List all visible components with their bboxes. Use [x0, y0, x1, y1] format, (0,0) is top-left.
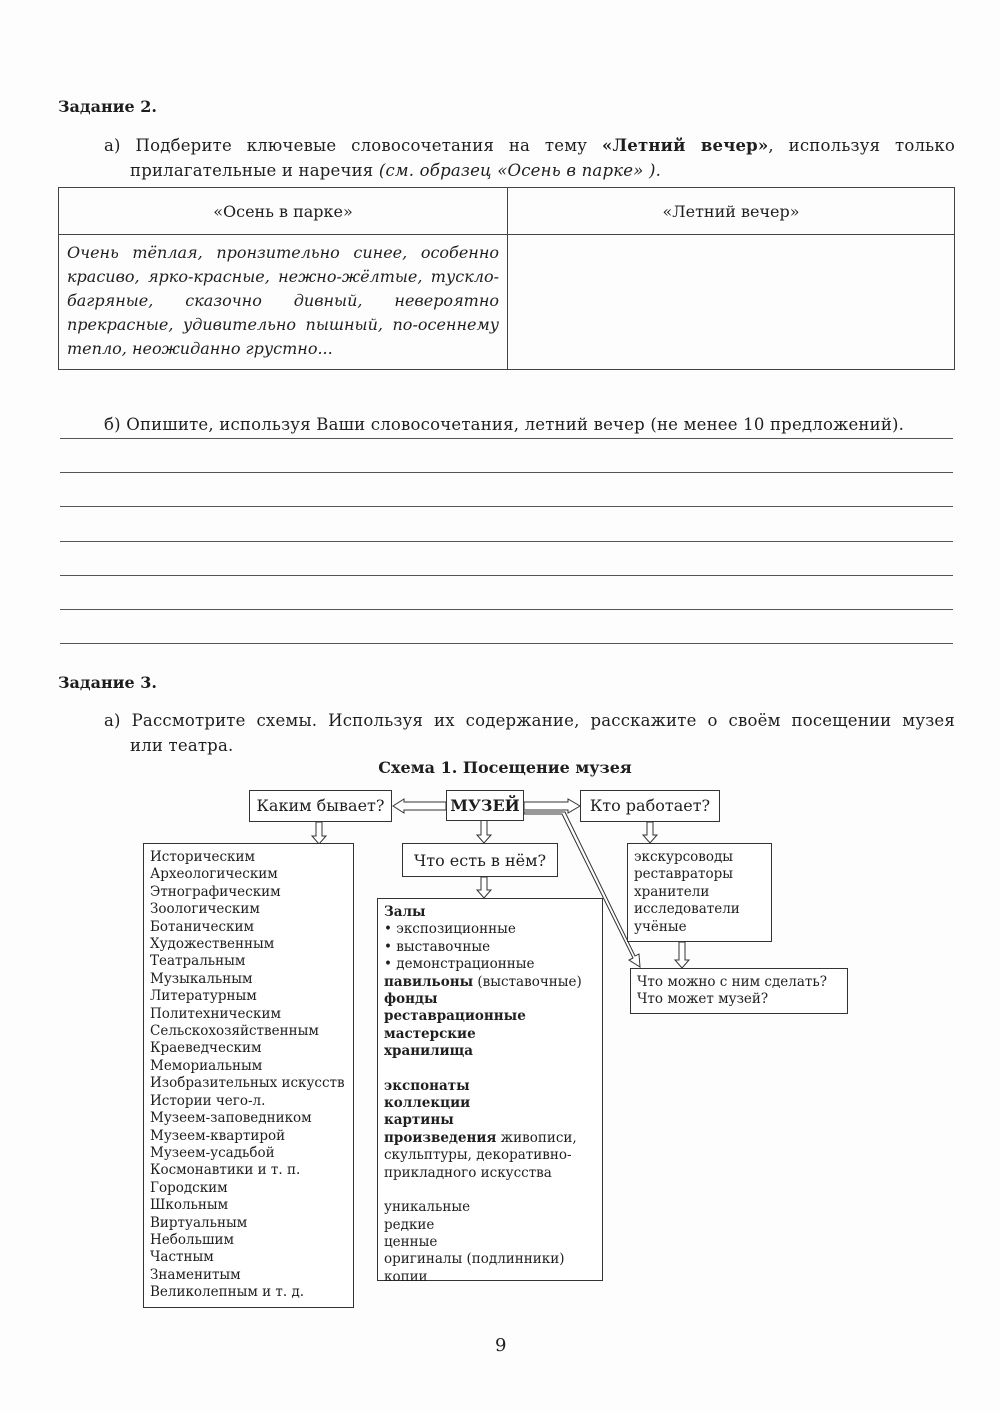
arrow-down-contents: [477, 877, 491, 898]
item-letter: а): [104, 136, 121, 155]
theme: «Летний вечер»: [601, 136, 769, 155]
arrow-left: [393, 799, 446, 813]
worker: исследователи: [634, 901, 740, 918]
scheme-title: Схема 1. Посещение музея: [378, 758, 632, 777]
text: , используя только: [768, 136, 955, 155]
quality: ценные: [384, 1233, 438, 1250]
quality: редкие: [384, 1216, 435, 1233]
question: Что может музей?: [637, 991, 769, 1008]
exhibits: экспонаты: [384, 1077, 470, 1094]
funds: фонды: [384, 991, 438, 1008]
museum-kind: Краеведческим: [150, 1040, 262, 1057]
box-museum: МУЗЕЙ: [446, 790, 524, 821]
works: [384, 1130, 596, 1147]
museum-kind: Музеем-усадьбой: [150, 1144, 275, 1161]
museum-kind: Великолепным и т. д.: [150, 1284, 305, 1301]
museum-kind: Школьным: [150, 1197, 229, 1214]
museum-kind: Изобразительных искусств: [150, 1075, 345, 1092]
quality: копии: [384, 1268, 428, 1285]
header-summer: «Летний вечер»: [508, 188, 955, 235]
qualities: [384, 1199, 596, 1286]
box-what-inside: Что есть в нём?: [402, 843, 558, 877]
task3-a-line1: а) Рассмотрите схемы. Используя их содержание, расскажите о своём посещении музея: [104, 711, 955, 730]
text: прилагательные и наречия: [130, 161, 379, 180]
collections: коллекции: [384, 1095, 471, 1112]
museum-kind: Знаменитым: [150, 1266, 241, 1283]
text: павильоны: [384, 973, 474, 990]
worker: хранители: [634, 883, 710, 900]
task3-title: Задание 3.: [58, 673, 157, 692]
museum-kind: Зоологическим: [150, 901, 260, 918]
text: Подберите ключевые словосочетания на тему: [135, 136, 602, 155]
museum-kind: Музеем-заповедником: [150, 1110, 312, 1127]
museum-kind: Музыкальным: [150, 970, 253, 987]
arrow-down-right: [643, 822, 657, 843]
workshops: реставрационные мастерские: [384, 1008, 526, 1042]
halls: Залы: [384, 904, 426, 920]
page-number: 9: [495, 1335, 507, 1356]
worker: учёные: [634, 918, 687, 935]
museum-kind: Историческим: [150, 849, 255, 865]
worker: экскурсоводы: [634, 849, 734, 865]
arrow-down-left: [312, 822, 326, 844]
museum-kind: Частным: [150, 1249, 214, 1266]
museum-kind: Музеем-квартирой: [150, 1127, 286, 1144]
task2-b: б) Опишите, используя Ваши словосочетания, летний вечер (не менее 10 предложений).: [104, 415, 905, 434]
box-what-kind: Каким бывает?: [249, 790, 392, 822]
museum-kind: Театральным: [150, 953, 246, 970]
text: живописи,: [496, 1129, 577, 1146]
task2-title: Задание 2.: [58, 97, 157, 116]
worker: реставраторы: [634, 866, 733, 883]
works-3: прикладного искусства: [384, 1164, 552, 1181]
museum-kind: Виртуальным: [150, 1214, 248, 1231]
what-can-box: [630, 968, 848, 1014]
pavilions: [384, 974, 596, 991]
hall-types: [384, 921, 596, 973]
hall-type: • выставочные: [384, 938, 491, 955]
arrow-down-mid: [477, 820, 491, 843]
museum-kind: Истории чего-л.: [150, 1092, 266, 1109]
workers-box: [627, 843, 772, 942]
question: Что можно с ним сделать?: [637, 974, 827, 990]
header-autumn: «Осень в парке»: [59, 188, 508, 235]
museum-kind: Мемориальным: [150, 1057, 263, 1074]
museum-kind: Небольшим: [150, 1231, 234, 1248]
museum-kind: Политехническим: [150, 1005, 281, 1022]
sample-cell: Очень тёплая, пронзительно синее, особенно красиво, ярко-красные, нежно-жёлтые, тускло-багряные, сказочно дивный, невероятно прекрасные, удивительно пышный, по-осеннему тепло, неожиданно грустно...: [59, 235, 508, 370]
museum-kind: Этнографическим: [150, 883, 281, 900]
museum-kind: Космонавтики и т. п.: [150, 1162, 301, 1179]
works-2: скульптуры, декоративно-: [384, 1147, 572, 1164]
museum-kind: Художественным: [150, 936, 275, 953]
museum-kind: Городским: [150, 1179, 228, 1196]
museum-kind: Археологическим: [150, 866, 278, 883]
hall-type: • демонстрационные: [384, 956, 535, 973]
text: (выставочные): [473, 973, 582, 990]
task3-a-line2: или театра.: [130, 736, 234, 755]
paintings: картины: [384, 1112, 454, 1129]
museum-kinds-box: [143, 843, 354, 1308]
hall-type: • экспозиционные: [384, 921, 516, 938]
museum-kind: Ботаническим: [150, 918, 254, 935]
quality: уникальные: [384, 1199, 471, 1216]
sample-ref: (см. образец «Осень в парке» ).: [378, 161, 662, 180]
box-who-works: Кто работает?: [580, 790, 720, 822]
storage: хранилища: [384, 1043, 474, 1060]
museum-kind: Литературным: [150, 988, 257, 1005]
text: произведения: [384, 1129, 497, 1146]
contents-box: [377, 898, 603, 1285]
arrow-right: [524, 799, 580, 813]
arrow-down-what: [675, 942, 689, 968]
quality: оригиналы (подлинники): [384, 1251, 565, 1268]
museum-kind: Сельскохозяйственным: [150, 1023, 319, 1040]
